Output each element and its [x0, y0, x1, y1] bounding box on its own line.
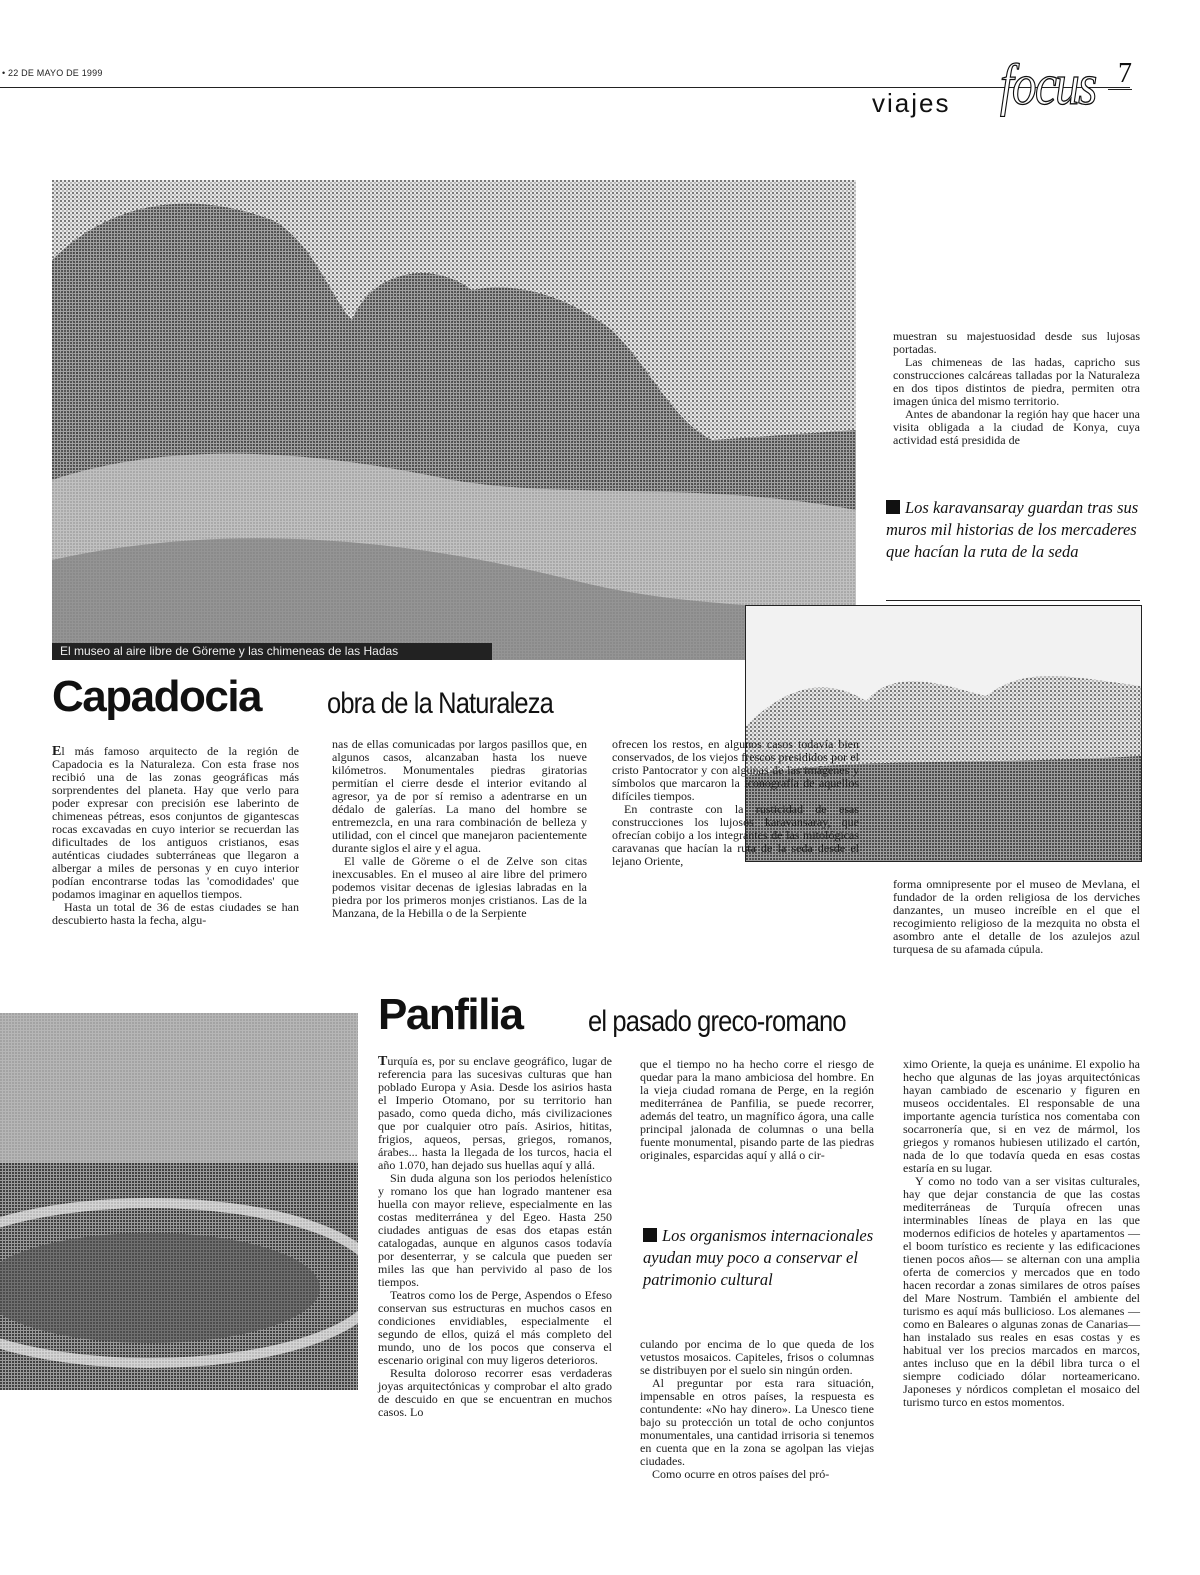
square-bullet-icon — [886, 500, 900, 514]
paragraph: culando por encima de lo que queda de los vetustos mosaicos. Capiteles, frisos o columnas se distribuyen por el suelo sin ningún orden. — [640, 1337, 874, 1377]
pull-quote-text: Los organismos internacionales ayudan muy poco a conservar el patrimonio cultural — [643, 1226, 874, 1289]
paragraph: Hasta un total de 36 de estas ciudades se han descubierto hasta la fecha, algu- — [52, 900, 299, 927]
dropcap: E — [52, 744, 62, 759]
panfilia-headline — [378, 990, 1078, 1048]
page-number-underline — [1108, 89, 1132, 90]
panfilia-col1 — [378, 1055, 612, 1419]
paragraph: ximo Oriente, la queja es unánime. El expolio ha hecho que algunas de las joyas arquitectónicas hayan cambiado de escenario y figuren en museos occidentales. El responsable de una importante agencia turística nos comentaba con socarronería que, si en vez de mármol, los griegos y romanos hubiesen utilizado el cartón, nada de lo que todavía queda en esas costas estaría en su lugar. — [903, 1057, 1140, 1175]
paragraph-text: urquía es, por su enclave geográfico, lugar de referencia para las sucesivas culturas que han poblado Europa y Asia. Desde los asirios hasta el Imperio Otomano, por su territorio han pasado, como queda dicho, más civilizaciones que por cualquier otro país. Asirios, hititas, frigios, aqueos, persas, griegos, romanos, árabes... hasta la llegada de los turcos, hacia el año 1.070, han dejado sus huellas aquí y allá. — [378, 1054, 612, 1172]
goreme-photo — [52, 180, 856, 660]
paragraph — [52, 745, 299, 901]
capadocia-headline — [52, 672, 742, 730]
paragraph: muestran su majestuosidad desde sus lujosas portadas. — [893, 329, 1140, 356]
paragraph: que el tiempo no ha hecho corre el riesgo de quedar para la mano ambiciosa del hombre. En la vieja ciudad romana de Perge, en la región mediterránea de Panfilia, se puede recorrer, además del teatro, un magnífico ágora, una calle principal jalonada de columnas o una bella fuente monumental, pisando parte de las piedras originales, esparcidas aquí y allá o cir- — [640, 1057, 874, 1162]
paragraph: nas de ellas comunicadas por largos pasillos que, en algunos casos, alcanzaban hasta los nueve kilómetros. Monumentales piedras giratorias permitían el cierre desde el interior evitando al agresor, ya de por sí remiso a adentrarse en un dédalo de galerías. La mano del hombre se entremezcla, en una rara combinación de belleza y utilidad, con el cincel que manejaron pacientemente durante siglos el aire y el agua. — [332, 737, 587, 855]
page-number: 7 — [1118, 58, 1132, 89]
paragraph: Al preguntar por esta rara situación, impensable en otros países, la respuesta es contundente: «No hay dinero». La Unesco tiene bajo su protección un total de ocho conjuntos monumentales, una cantidad irrisoria si tenemos en cuenta que en la zona se agolpan las viejas ciudades. — [640, 1376, 874, 1468]
capadocia-col3 — [612, 738, 859, 868]
header-rule — [0, 87, 1130, 88]
paragraph-text: l más famoso arquitecto de la región de Capadocia es la Naturaleza. Con esta frase nos recibió una de las zonas geográficas más sorprendentes del planeta. Hay que verlo para poder expresar con precisión ese laberinto de chimeneas pétreas, esos conjuntos de gigantescas rocas excavadas en cuyo interior se recuerdan las dificultades de los antiguos cristianos, esas auténticas ciudades subterráneas que llegaron a albergar a miles de personas y en cuyo interior podían encontrarse todas las 'comodidades' que podamos imaginar en aquellos tiempos. — [52, 744, 299, 901]
dropcap: T — [378, 1054, 388, 1069]
paragraph: Resulta doloroso recorrer esas verdaderas joyas arquitectónicas y comprobar el alto grado de descuido en que se encuentran en muchos casos. Lo — [378, 1366, 612, 1419]
issue-date: • 22 DE MAYO DE 1999 — [2, 68, 103, 78]
panfilia-col3 — [903, 1058, 1140, 1409]
panfilia-pull-quote — [643, 1225, 875, 1291]
aspendos-theatre-photo-image — [0, 1013, 358, 1390]
capadocia-col1 — [52, 745, 299, 927]
capadocia-title: Capadocia — [52, 672, 262, 721]
paragraph: forma omnipresente por el museo de Mevlana, el fundador de la orden religiosa de los derviches danzantes, un museo increíble en el que el recogimiento religioso de la mezquita no obsta el asombro ante el detalle de los azulejos azul turquesa de su afamada cúpula. — [893, 877, 1140, 956]
panfilia-col2-bottom — [640, 1338, 874, 1481]
square-bullet-icon — [643, 1228, 657, 1242]
section-label: viajes — [872, 88, 951, 118]
capadocia-pull-quote — [886, 497, 1144, 563]
panfilia-col2-top — [640, 1058, 874, 1162]
paragraph: Y como no todo van a ser visitas culturales, hay que dejar constancia de que las costas mediterráneas de Turquía ofrecen unas interminables líneas de playa en las que modernos edificios de hoteles y apartamentos —el boom turístico es reciente y las edificaciones tienen pocos años— se alternan con una amplia oferta de comercios y mercados que en todo hacen recordar a zonas similares de otros países del Mare Nostrum. También el ambiente del turismo es aquí más bullicioso. Los alemanes —como en Baleares o algunas zonas de Canarias— han instalado sus reales en esas costas y es habitual ver los precios marcados en marcos, antes incluso que en la débil libra turca o el siempre codiciado dólar norteamericano. Japoneses y nórdicos completan el mosaico del turismo turco en estos momentos. — [903, 1174, 1140, 1409]
capadocia-col4-top — [893, 330, 1140, 447]
pull-quote-text: Los karavansaray guardan tras sus muros mil historias de los mercaderes que hacían la ruta de la seda — [886, 498, 1139, 561]
paragraph: En contraste con la rusticidad de esas construcciones los lujosos karavansaray, que ofrecían cobijo a los integrantes de las mitológicas caravanas que hacían la ruta de la seda desde el lejano Oriente, — [612, 802, 859, 868]
paragraph: ofrecen los restos, en algunos casos todavía bien conservados, de los viejos frescos presididos por el cristo Pantocrator y con algunas de las imágenes y símbolos que marcaron la iconografía de aquellos difíciles tiempos. — [612, 737, 859, 803]
capadocia-col2 — [332, 738, 587, 920]
paragraph: Las chimeneas de las hadas, capricho sus construcciones calcáreas talladas por la Naturaleza en dos tipos distintos de piedra, permiten otra imagen única del mismo territorio. — [893, 355, 1140, 408]
aspendos-theatre-photo — [0, 1013, 358, 1390]
paragraph: Como ocurre en otros países del pró- — [652, 1467, 830, 1481]
paragraph: Antes de abandonar la región hay que hacer una visita obligada a la ciudad de Konya, cuya actividad está presidida de — [893, 407, 1140, 447]
paragraph: Sin duda alguna son los periodos helenístico y romano los que han logrado mantener esa huella con mayor relieve, especialmente en las costas mediterránea y del Egeo. Hasta 250 ciudades antiguas de esas dos etapas están catalogadas, aunque en algunos casos todavía por desenterrar, y se calcula que pueden ser miles las que han pervivido al paso de los tiempos. — [378, 1171, 612, 1289]
paragraph: Teatros como los de Perge, Aspendos o Efeso conservan sus estructuras en muchos casos en condiciones envidiables, especialmente el segundo de ellos, quizá el más completo del mundo, uno de los pocos que conserva el escenario original con muy ligeros deterioros. — [378, 1288, 612, 1367]
goreme-photo-image — [52, 180, 856, 660]
pull-quote-rule — [886, 600, 1140, 601]
panfilia-subtitle: el pasado greco-romano — [588, 1005, 846, 1038]
capadocia-col4-bottom — [893, 878, 1140, 956]
paragraph: El valle de Göreme o el de Zelve son citas inexcusables. En el museo al aire libre del primero podemos visitar decenas de iglesias labradas en la piedra por los primeros monjes cristianos. Las de la Manzana, de la Hebilla o de la Serpiente — [332, 854, 587, 920]
capadocia-subtitle: obra de la Naturaleza — [327, 687, 553, 720]
paragraph — [378, 1055, 612, 1172]
brand-logo: focus — [1000, 52, 1096, 117]
panfilia-title: Panfilia — [378, 990, 523, 1039]
photo-caption: El museo al aire libre de Göreme y las chimeneas de las Hadas — [52, 643, 492, 660]
